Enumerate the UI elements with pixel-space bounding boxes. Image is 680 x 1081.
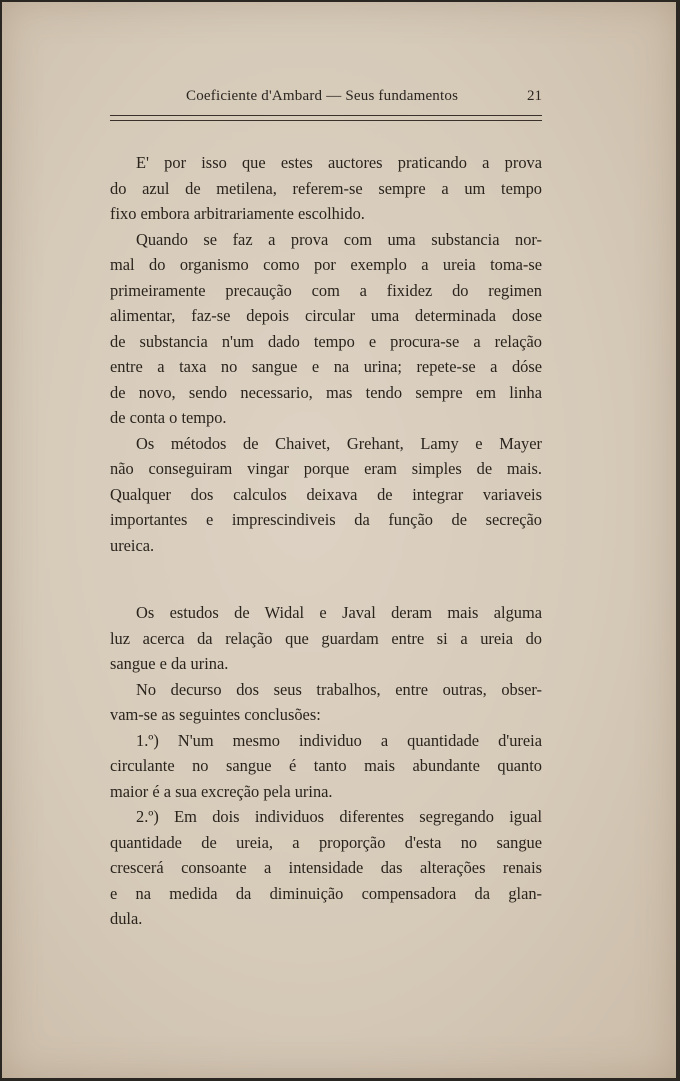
text-line: luz acerca da relação que guardam entre si a ureia do: [110, 628, 542, 648]
text-line: do azul de metilena, referem-se sempre a um tempo: [110, 178, 542, 198]
text-line: de novo, sendo necessario, mas tendo sempre em linha: [110, 382, 542, 402]
text-line: 2.º) Em dois individuos diferentes segregando igual: [136, 807, 542, 826]
header-rule-top: [110, 115, 542, 116]
text-line: de conta o tempo.: [110, 408, 227, 427]
text-block-1: [110, 150, 542, 558]
text-line: mal do organismo como por exemplo a ureia toma-se: [110, 255, 542, 274]
text-line: vam-se as seguintes conclusões:: [110, 705, 321, 724]
text-line: sangue e da urina.: [110, 654, 229, 673]
text-line: ureica.: [110, 535, 155, 555]
text-line: No decurso dos seus trabalhos, entre outras, obser-: [136, 679, 542, 699]
page-header: [110, 88, 542, 110]
text-line: e na medida da diminuição compensadora da glan-: [110, 883, 542, 903]
text-line: dula.: [110, 909, 143, 928]
text-block-2: [110, 600, 542, 932]
text-line: alimentar, faz-se depois circular uma determinada dose: [110, 306, 542, 325]
text-line: 1.º) N'um mesmo individuo a quantidade d'ureia: [136, 730, 542, 750]
header-rule-bottom: [110, 120, 542, 121]
text-line: circulante no sangue é tanto mais abundante quanto: [110, 756, 542, 775]
page-number: 21: [527, 88, 542, 104]
book-page: [2, 2, 676, 1078]
text-line: Qualquer dos calculos deixava de integrar variaveis: [110, 484, 542, 504]
text-line: E' por isso que estes auctores praticando a prova: [136, 153, 542, 172]
text-line: Os métodos de Chaivet, Grehant, Lamy e Mayer: [136, 433, 542, 453]
text-line: fixo embora arbitrariamente escolhido.: [110, 204, 365, 223]
text-line: crescerá consoante a intensidade das alterações renais: [110, 858, 542, 877]
text-line: maior é a sua excreção pela urina.: [110, 781, 333, 801]
text-line: entre a taxa no sangue e na urina; repete-se a dóse: [110, 357, 542, 376]
text-line: importantes e imprescindiveis da função de secreção: [110, 510, 542, 529]
text-line: de substancia n'um dado tempo e procura-se a relação: [110, 331, 542, 351]
text-line: não conseguiram vingar porque eram simples de mais.: [110, 459, 542, 478]
text-line: quantidade de ureia, a proporção d'esta no sangue: [110, 832, 542, 852]
text-line: primeiramente precaução com a fixidez do regimen: [110, 280, 542, 300]
text-line: Quando se faz a prova com uma substancia nor-: [136, 229, 542, 249]
text-line: Os estudos de Widal e Javal deram mais alguma: [136, 603, 542, 622]
running-title: Coeficiente d'Ambard — Seus fundamentos: [186, 88, 459, 104]
